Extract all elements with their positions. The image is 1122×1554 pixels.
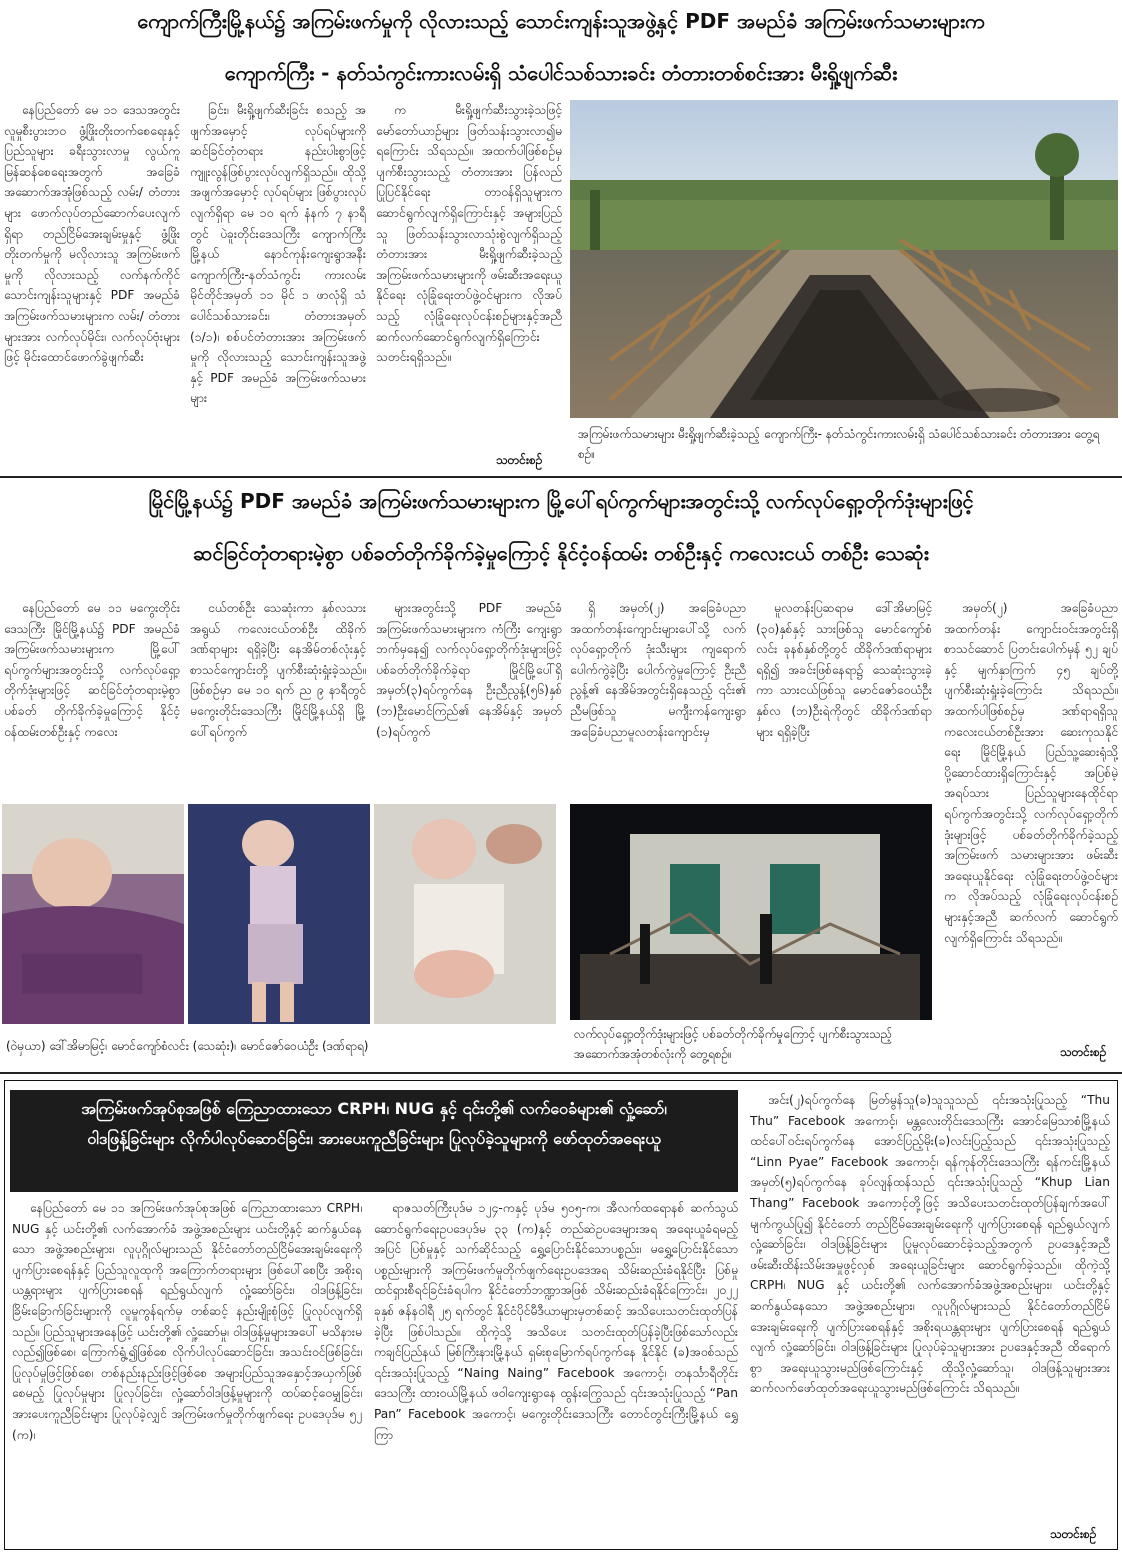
article3-column-1 [12,1198,362,1542]
article1-headline-line1: ကျောက်ကြီးမြို့နယ်၌ အကြမ်းဖက်မှုကို လိုလားသည့် သောင်းကျန်းသူအဖွဲ့နှင့် PDF အမည်ခံ အကြမ်းဖက်သမားများက [137,9,985,33]
article3-column-2 [374,1198,738,1542]
victim-photo-2 [188,804,370,1024]
article2-column-6 [944,598,1118,1064]
article1-column-1 [4,100,180,472]
article2-column-5 [756,598,932,798]
article3-headline-line1: အကြမ်းဖက်အုပ်စုအဖြစ် ကြေညာထားသော CRPH၊ NUG နှင့် ၎င်းတို့၏ လက်ဝေခံများ၏ လှုံ့ဆော်၊ [81,1099,667,1118]
article2-column-2 [190,598,366,798]
bridge-photo [570,100,1118,418]
article3-signature: သတင်းစဉ် [1050,1527,1097,1541]
article2-caption-right: လက်လုပ်ရှော့တိုက်ဒုံးများဖြင့် ပစ်ခတ်တိုက်ခိုက်မှုကြောင့် ပျက်စီးသွားသည့် အဆောက်အအုံတစ်လုံးကို တွေ့ရစဉ်။ [574,1027,893,1061]
article2-text-5: မူလတန်းပြဆရာမ ဒေါ်အိမာမြင့် (၃၀)နှစ်နှင့် သားဖြစ်သူ မောင်ကျော်စံလင်း ခုနစ်နှစ်တို့တွင် ထိခိုက်ဒဏ်ရာများရရှိ၍ အခင်းဖြစ်နေရာ၌ သေဆုံးသွားခဲ့ကာ သားငယ်ဖြစ်သူ မောင်ဇော်ဝေယံဦး နှစ်လ (ဘ)ဦးရဲကိုတွင် ထိခိုက်ဒဏ်ရာများ ရရှိခဲ့ပြီး [756,601,932,739]
article1-signature: သတင်းစဉ် [496,453,543,467]
article1-column-2 [190,100,366,472]
article3-text-2: ရာဇသတ်ကြီးပုဒ်မ ၁၂၄-ကနှင့် ပုဒ်မ ၅၀၅-က၊ အီလက်ထရောနစ် ဆက်သွယ်ဆောင်ရွက်ရေးဥပဒေပုဒ်မ ၃၃ (က)နှင့် တည်ဆဲဥပဒေများအရ အရေးယူခံရမည့်အပြင် ပြစ်မှုနှင့် သက်ဆိုင်သည့် ရွှေ့ပြောင်းနိုင်သောပစ္စည်း၊ မရွှေ့ပြောင်းနိုင်သောပစ္စည်းများကို အကြမ်းဖက်မှုတိုက်ဖျက်ရေးဥပဒေအရ သိမ်းဆည်းခံရနိုင်ပြီး ပြစ်မှုထင်ရှားစီရင်ခြင်းခံရပါက နိုင်ငံတော်ဘဏ္ဍာအဖြစ် သိမ်းဆည်းခံရနိုင်ကြောင်း၊ ၂၀၂၂ ခုနှစ် ဇန်နဝါရီ ၂၅ ရက်တွင် နိုင်ငံပိုင်မီဒီယာများမှတစ်ဆင့် အသိပေးသတင်းထုတ်ပြန်ခဲ့ပြီး ဖြစ်ပါသည်။ ထိုကဲ့သို့ အသိပေး သတင်းထုတ်ပြန်ခဲ့ပြီးဖြစ်သော်လည်း ကချင်ပြည်နယ် မြစ်ကြီးနားမြို့နယ် ရှမ်းစုမြောက်ရပ်ကွက်နေ နိုင်နိုင် (ခ)အဝစ်သည် ၎င်းအသုံးပြုသည့် “Naing Naing” Facebook အကောင့်၊ တနင်္သာရီတိုင်းဒေသကြီး ထားဝယ်မြို့နယ် ဖဝါကျေးရွာနေ ထွန်းကြွေသည် ၎င်းအသုံးပြုသည့် “Pan Pan” Facebook အကောင့်၊ မကွေးတိုင်းဒေသကြီး တောင်တွင်းကြီးမြို့နယ် ရွှေကြာ [374,1201,738,1442]
article2-headline-line1: မြိုင်မြို့နယ်၌ PDF အမည်ခံ အကြမ်းဖက်သမားများက မြို့ပေါ်ရပ်ကွက်များအတွင်းသို့ လက်လုပ်ရှော့တိုက်ဒုံးများဖြင့် [148,489,974,513]
article3-headline [10,1090,738,1192]
article2-text-6: အမှတ်(၂) အခြေခံပညာအထက်တန်း ကျောင်းဝင်းအတွင်းရှိ စာသင်ဆောင် ပြတင်းပေါက်မှန် ၅၂ ချပ်နှင့် မျက်နှာကြက် ၄၅ ချပ်တို့ ပျက်စီးဆုံးရှုံးခဲ့ကြောင်း သိရသည်။ အထက်ပါဖြစ်စဉ်မှ ဒဏ်ရာရရှိသူ ကလေးငယ်တစ်ဦးအား ဆေးကုသနိုင်ရေး မြိုင်မြို့နယ် ပြည်သူ့ဆေးရုံသို့ ပို့ဆောင်ထားရှိကြောင်းနှင့် အပြစ်မဲ့ အရပ်သား ပြည်သူများနေထိုင်ရာ ရပ်ကွက်အတွင်းသို့ လက်လုပ်ရှော့တိုက်ဒုံးများဖြင့် ပစ်ခတ်တိုက်ခိုက်ခဲ့သည့် အကြမ်းဖက် သမားများအား ဖမ်းဆီးအရေးယူနိုင်ရေး လုံခြုံရေးတပ်ဖွဲ့ဝင်များက လိုအပ်သည့် လုံခြုံရေးလုပ်ငန်းစဉ်များနှင့်အညီ ဆက်လက် ဆောင်ရွက်လျက်ရှိကြောင်း သိရသည်။ [944,601,1118,945]
article1-caption: အကြမ်းဖက်သမားများ မီးရှို့ဖျက်ဆီးခဲ့သည့် ကျောက်ကြီး- နတ်သံကွင်းကားလမ်းရှိ သံပေါင်သစ်သားခင်း တံတားအား တွေ့ရစဉ်။ [578,427,1100,461]
article1-text-3: က မီးရှို့ဖျက်ဆီးသွားခဲ့သဖြင့် မော်တော်ယာဉ်များ ဖြတ်သန်းသွားလာ၍မရကြောင်း သိရသည်။ အထက်ပါဖြစ်စဉ်မှ ပျက်စီးသွားသည့် တံတားအား ပြန်လည်ပြုပြင်နိုင်ရေး တာဝန်ရှိသူများက ဆောင်ရွက်လျက်ရှိကြောင်းနှင့် အများပြည်သူ ဖြတ်သန်းသွားလာသုံးစွဲလျက်ရှိသည့် တံတားအား မီးရှို့ဖျက်ဆီးခဲ့သည့် အကြမ်းဖက်သမားများကို ဖမ်းဆီးအရေးယူနိုင်ရေး လုံခြုံရေးတပ်ဖွဲ့ဝင်များက လိုအပ်သည့် လုံခြုံရေးလုပ်ငန်းစဉ်များနှင့်အညီ ဆက်လက်ဆောင်ရွက်လျက်ရှိကြောင်း သတင်းရရှိသည်။ [376,103,562,365]
article2-signature: သတင်းစဉ် [1060,1045,1107,1059]
victim-photo-3 [374,804,556,1024]
article2-column-3 [376,598,562,798]
article1-headline-line2: ကျောက်ကြီး - နတ်သံကွင်းကားလမ်းရှိ သံပေါင်သစ်သားခင်း တံတားတစ်စင်းအား မီးရှို့ဖျက်ဆီး [224,61,898,85]
damaged-building-photo [570,804,932,1020]
article-divider-2 [0,1072,1122,1074]
article2-headline-line2: ဆင်ခြင်တုံတရားမဲ့စွာ ပစ်ခတ်တိုက်ခိုက်ခဲ့မှုကြောင့် နိုင်ငံ့ဝန်ထမ်း တစ်ဦးနှင့် ကလေးငယ် တစ်ဦး သေဆုံး [193,541,929,565]
article1-column-3 [376,100,562,472]
article3-column-3 [750,1090,1110,1524]
article3-text-1: နေပြည်တော် မေ ၁၁ အကြမ်းဖက်အုပ်စုအဖြစ် ကြေညာထားသော CRPH၊ NUG နှင့် ယင်းတို့၏ လက်အောက်ခံ အဖွဲ့အစည်းများ ယင်းတို့နှင့် ဆက်နွယ်နေသော အဖွဲ့အစည်းများ၊ လူပုဂ္ဂိုလ်များသည် နိုင်ငံတော်တည်ငြိမ်အေးချမ်းရေးကို ပျက်ပြားစေရန်နှင့် ပြည်သူလူထုကို အကြောက်တရားများ ဖြစ်ပေါ်စေပြီး အစိုးရယန္တရားများ ပျက်ပြားစေရန် ရည်ရွယ်လျက် လှုံ့ဆော်ခြင်း၊ ဝါဒဖြန့်ခြင်း၊ ခြိမ်းခြောက်ခြင်းများကို လူမှုကွန်ရက်မှ တစ်ဆင့် နည်းမျိုးစုံဖြင့် ပြုလုပ်လျက်ရှိသည်။ ပြည်သူများအနေဖြင့် ယင်းတို့၏ လှုံ့ဆော်မှု၊ ဝါဒဖြန့်မှုများအပေါ် မသိနားမလည်၍ဖြစ်စေ၊ ကြောက်ရွံ့၍ဖြစ်စေ လိုက်ပါလုပ်ဆောင်ခြင်း၊ အသင်းဝင်ဖြစ်ခြင်း၊ ပြုလုပ်မှုဖြင့်ဖြစ်စေ၊ တစ်နည်းနည်းဖြင့်ဖြစ်စေ အများပြည်သူအနှောင့်အယှက်ဖြစ်စေမည့် ပြုလုပ်မှုများ ပြုလုပ်ခြင်း၊ လှုံ့ဆော်ဝါဒဖြန့်မှုများကို ထပ်ဆင့်ဝေမျှခြင်း၊ အားပေးကူညီခြင်းများ ပြုလုပ်ခဲ့လျှင် အကြမ်းဖက်မှုတိုက်ဖျက်ရေး ဥပဒေပုဒ်မ ၅၂ (က)၊ [12,1201,362,1442]
article2-column-1 [4,598,180,798]
article2-text-1: နေပြည်တော် မေ ၁၁ မကွေးတိုင်းဒေသကြီး မြိုင်မြို့နယ်၌ PDF အမည်ခံ အကြမ်းဖက်သမားများက မြို့ပေါ်ရပ်ကွက်များအတွင်းသို့ လက်လုပ်ရှော့တိုက်ဒုံးများဖြင့် ဆင်ခြင်တုံတရားမဲ့စွာ ပစ်ခတ် တိုက်ခိုက်ခဲ့မှုကြောင့် နိုင်ငံ့ဝန်ထမ်းတစ်ဦးနှင့် ကလေး [4,601,180,739]
article-divider-1 [0,476,1122,478]
article2-caption-left: (ဝဲမှယာ) ဒေါ်အိမာမြင့်၊ မောင်ကျော်စံလင်း (သေဆုံး)၊ မောင်ဇော်ဝေယံဦး (ဒဏ်ရာရ) [6,1039,369,1053]
victim-photo-1 [2,804,184,1024]
article2-text-2: ငယ်တစ်ဦး သေဆုံးကာ နှစ်လသားအရွယ် ကလေးငယ်တစ်ဦး ထိခိုက်ဒဏ်ရာများ ရရှိခဲ့ပြီး နေအိမ်တစ်လုံးနှင့် စာသင်ကျောင်းတို့ ပျက်စီးဆုံးရှုံးခဲ့သည်။ ဖြစ်စဉ်မှာ မေ ၁၀ ရက် ည ၉ နာရီတွင် မကွေးတိုင်းဒေသကြီး မြိုင်မြို့နယ်ရှိ မြို့ပေါ်ရပ်ကွက် [190,601,366,739]
article3-headline-line2: ဝါဒဖြန့်ခြင်းများ လိုက်ပါလုပ်ဆောင်ခြင်း၊ အားပေးကူညီခြင်းများ ပြုလုပ်ခဲ့သူများကို ဖော်ထုတ်အရေးယူ [87,1129,661,1148]
article2-column-4 [570,598,746,798]
article2-text-4: ရှိ အမှတ်(၂) အခြေခံပညာ အထက်တန်းကျောင်းများပေါ်သို့ လက်လုပ်ရှော့တိုက် ဒုံးသီးများ ကျရောက် ပေါက်ကွဲခဲ့ပြီး ပေါက်ကွဲမှုကြောင့် ဦးညီညွန့်၏ နေအိမ်အတွင်းရှိနေသည့် ၎င်း၏ ညီမဖြစ်သူ မကျီးကန်ကျေးရွာ အခြေခံပညာမူလတန်းကျောင်းမှ [570,601,746,739]
article2-text-3: များအတွင်းသို့ PDF အမည်ခံ အကြမ်းဖက်သမားများက ကံကြီး ကျေးရွာဘက်မှနေ၍ လက်လုပ်ရှော့တိုက်ဒုံးများဖြင့် ပစ်ခတ်တိုက်ခိုက်ခဲ့ရာ မြိုင်မြို့ပေါ်ရှိ အမှတ်(၃)ရပ်ကွက်နေ ဦးညီညွန့်(၅၆)နှစ် (ဘ)ဦးမောင်ကြည်၏ နေအိမ်နှင့် အမှတ် (၁)ရပ်ကွက် [376,601,562,739]
article1-text-2: ခြင်း၊ မီးရှို့ဖျက်ဆီးခြင်း စသည့် အဖျက်အမှောင့် လုပ်ရပ်များကို ဆင်ခြင်တုံတရား နည်းပါးစွာဖြင့် ကျူးလွန်ဖြစ်ပွားလုပ်လျက်ရှိသည်။ ထိုသို့ အဖျက်အမှောင့် လုပ်ရပ်များ ဖြစ်ပွားလုပ်လျက်ရှိရာ မေ ၁၀ ရက် နံနက် ၇ နာရီတွင် ပဲခူးတိုင်းဒေသကြီး ကျောက်ကြီးမြို့နယ် နောင်ကုန်းကျေးရွာအနီး ကျောက်ကြီး-နတ်သံကွင်း ကားလမ်းမိုင်တိုင်အမှတ် ၁၁ မိုင် ၁ ဖာလုံရှိ သံပေါင်သစ်သားခင်း၊ တံတားအမှတ် (၁/၁)၊ စစ်ပင်တံတားအား အကြမ်းဖက်မှုကို လိုလားသည့် သောင်းကျန်းသူအဖွဲ့နှင့် PDF အမည်ခံ အကြမ်းဖက်သမားများ [190,103,366,406]
article1-text-1: နေပြည်တော် မေ ၁၁ ဒေသအတွင်း လူမှုစီးပွားဘဝ ဖွံ့ဖြိုးတိုးတက်စေရေးနှင့် ပြည်သူများ ခရီးသွားလာမှု လွယ်ကူမြန်ဆန်စေရေးအတွက် အခြေခံအဆောက်အအုံဖြစ်သည့် လမ်း/ တံတားများ ဖောက်လုပ်တည်ဆောက်ပေးလျက်ရှိရာ တည်ငြိမ်အေးချမ်းမှုနှင့် ဖွံ့ဖြိုးတိုးတက်မှုကို မလိုလားသူ အကြမ်းဖက်မှုကို လိုလားသည့် လက်နက်ကိုင် သောင်းကျန်းသူများနှင့် PDF အမည်ခံအကြမ်းဖက်သမားများက လမ်း/ တံတားများအား လက်လုပ်မိုင်း၊ လက်လုပ်ဗုံးများဖြင့် မိုင်းထောင်ဖောက်ခွဲဖျက်ဆီး [4,103,180,365]
article3-text-3: အင်း(၂)ရပ်ကွက်နေ မြတ်မွန်သူ(ခ)သူသူသည် ၎င်းအသုံးပြုသည့် “Thu Thu” Facebook အကောင့်၊ မန္တလေးတိုင်းဒေသကြီး အောင်မြေသာစံမြို့နယ် ထင်ပေါ်ဝင်းရပ်ကွက်နေ အောင်ပြည့်မိုး(ခ)လင်းပြည့်သည် ၎င်းအသုံးပြုသည့် “Linn Pyae” Facebook အကောင့်၊ ရန်ကုန်တိုင်းဒေသကြီး ရန်ကင်းမြို့နယ် အမှတ်(၅)ရပ်ကွက်နေ ခုပ်လျန်ထန်သည် ၎င်းအသုံးပြုသည့် “Khup Lian Thang” Facebook အကောင့်တို့ဖြင့် အသိပေးသတင်းထုတ်ပြန်ချက်အပေါ် မျက်ကွယ်ပြု၍ နိုင်ငံတော် တည်ငြိမ်အေးချမ်းရေးကို ပျက်ပြားစေရန် ရည်ရွယ်လျက် လှုံ့ဆော်ခြင်း၊ ဝါဒဖြန့်ခြင်းများ ပြုမူလုပ်ဆောင်ခဲ့သည့်အတွက် ဥပဒေနှင့်အညီ ဖမ်းဆီးထိန်းသိမ်းအမှုဖွင့်လှစ် အရေးယူခြင်းများ ဆောင်ရွက်ခဲ့သည်။ ထိုကဲ့သို့ CRPH၊ NUG နှင့် ယင်းတို့၏ လက်အောက်ခံအဖွဲ့အစည်းများ၊ ယင်းတို့နှင့် ဆက်နွယ်နေသော အဖွဲ့အစည်းများ၊ လူပုဂ္ဂိုလ်များသည် နိုင်ငံတော်တည်ငြိမ်အေးချမ်းရေးကို ပျက်ပြားစေရန်နှင့် အစိုးရယန္တရားများ ပျက်ပြားစေရန် ရည်ရွယ်လျက် လှုံ့ဆော်ခြင်း၊ ဝါဒဖြန့်ခြင်းများ ပြုလုပ်ခဲ့သူများအား ဥပဒေနှင့်အညီ ထိရောက်စွာ အရေးယူသွားမည်ဖြစ်ကြောင်းနှင့် ထိုသို့လှုံ့ဆော်သူ၊ ဝါဒဖြန့်သူများအား ဆက်လက်ဖော်ထုတ်အရေးယူသွားမည်ဖြစ်ကြောင်း သိရသည်။ [750,1093,1110,1396]
